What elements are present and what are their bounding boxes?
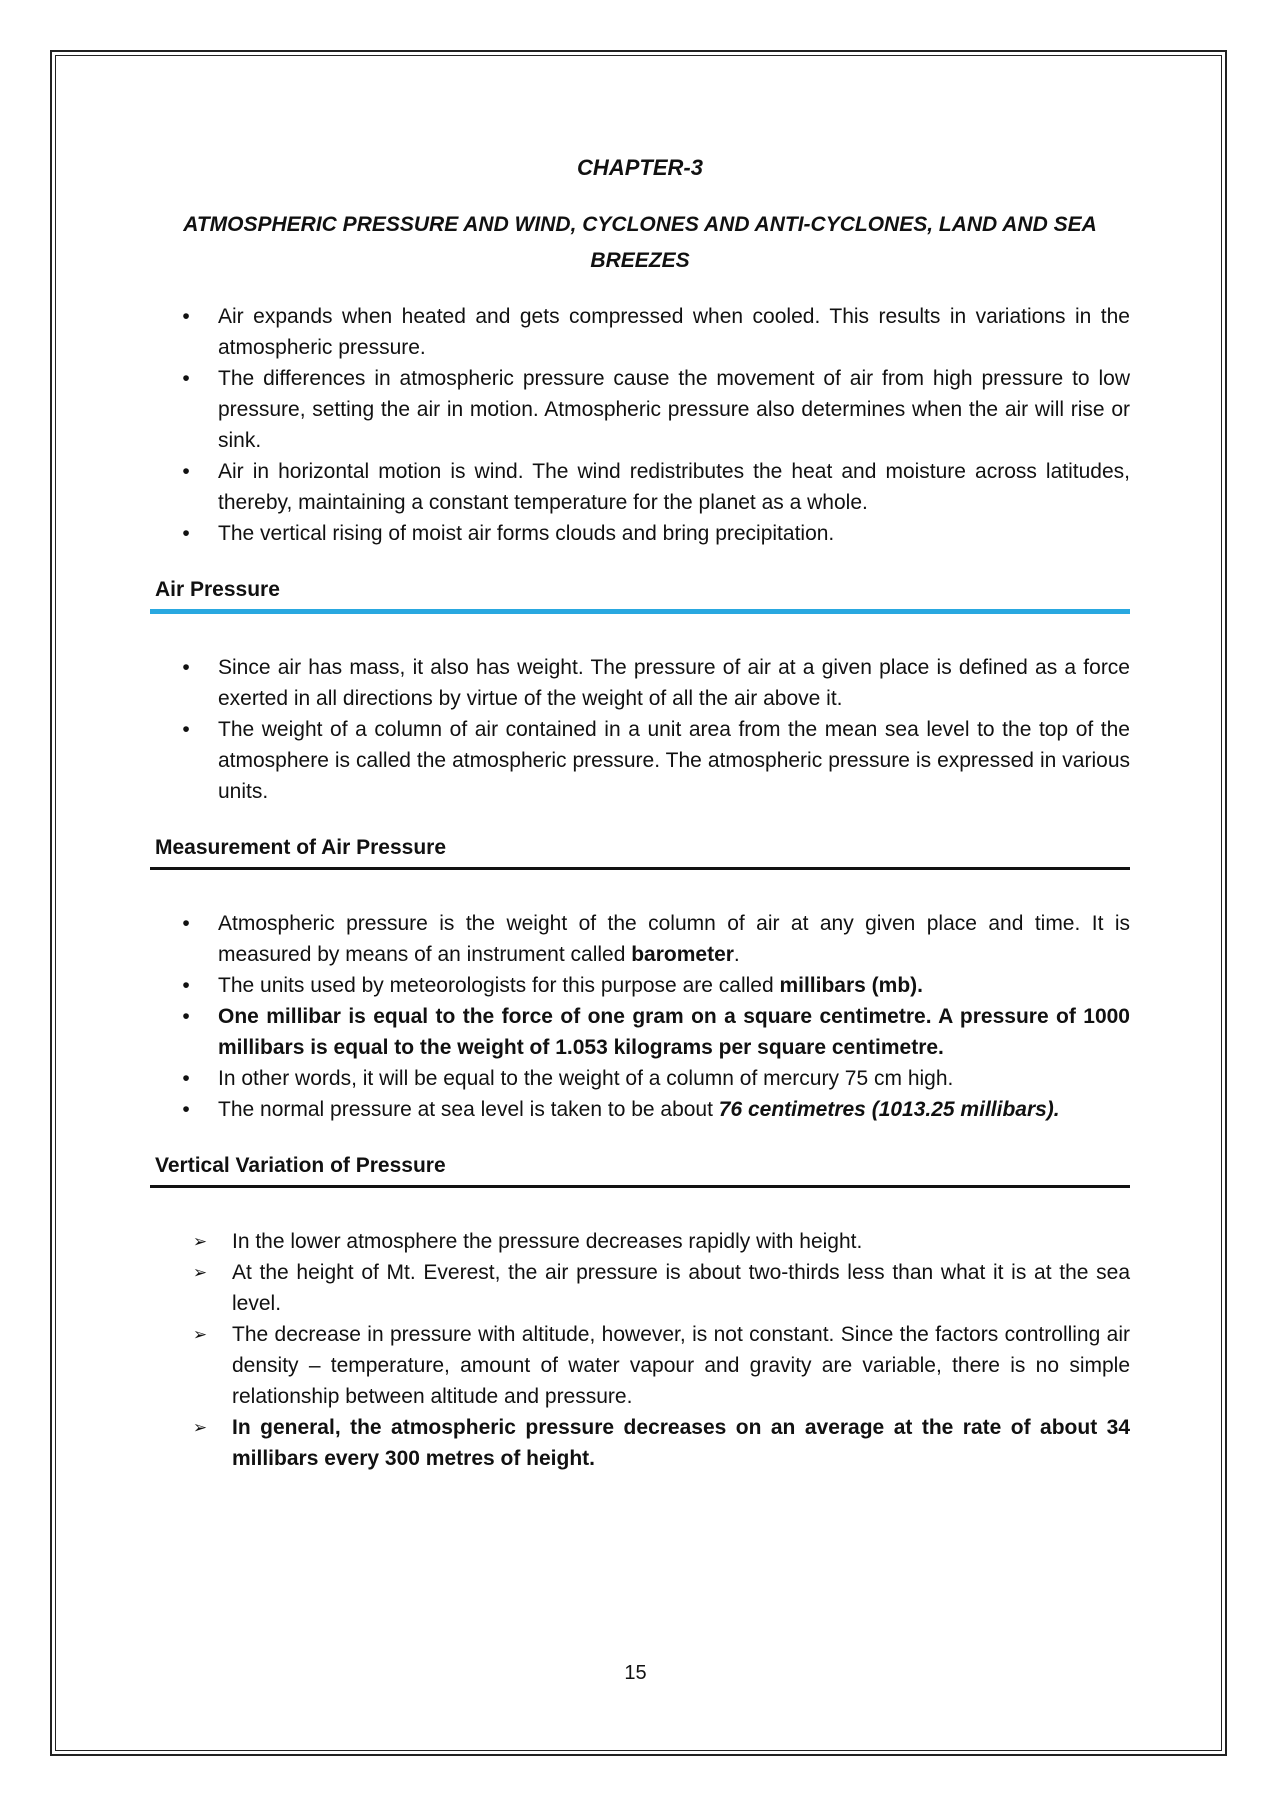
list-item: • The normal pressure at sea level is taken to be about 76 centimetres (1013.25 millibars). [218,1094,1130,1125]
bullet-icon: • [182,367,190,390]
arrow-bullet-icon: ➢ [192,1263,208,1282]
list-item: • The weight of a column of air contained in a unit area from the mean sea level to the top of the atmosphere is called the atmospheric pressure. The atmospheric pressure is expressed in various units. [218,714,1130,807]
list-item: • Air in horizontal motion is wind. The wind redistributes the heat and moisture across latitudes, thereby, maintaining a constant temperature for the planet as a whole. [218,456,1130,518]
vertical-variation-list [150,1226,1130,1474]
arrow-bullet-icon: ➢ [192,1232,208,1251]
list-item: • One millibar is equal to the force of one gram on a square centimetre. A pressure of 1000 millibars is equal to the weight of 1.053 kilograms per square centimetre. [218,1001,1130,1063]
bullet-icon: • [182,718,190,741]
bullet-icon: • [182,1098,190,1121]
list-item: • The units used by meteorologists for this purpose are called millibars (mb). [218,970,1130,1001]
section-heading: Vertical Variation of Pressure [155,1154,446,1177]
bullet-icon: • [182,912,190,935]
heading-divider [150,1185,1130,1188]
list-item: • Atmospheric pressure is the weight of the column of air at any given place and time. It is measured by means of an instrument called barometer. [218,908,1130,970]
section-air-pressure [150,575,1130,807]
bullet-icon: • [182,974,190,997]
bullet-icon: • [182,460,190,483]
bullet-icon: • [182,656,190,679]
arrow-bullet-icon: ➢ [192,1418,208,1437]
bullet-icon: • [182,1067,190,1090]
list-item: • The differences in atmospheric pressure cause the movement of air from high pressure to low pressure, setting the air in motion. Atmospheric pressure also determines when the air will rise or sink. [218,363,1130,456]
list-item: ➢ In general, the atmospheric pressure decreases on an average at the rate of about 34 millibars every 300 metres of height. [232,1412,1130,1474]
list-item: ➢ In the lower atmosphere the pressure decreases rapidly with height. [232,1226,1130,1257]
list-item: ➢ The decrease in pressure with altitude, however, is not constant. Since the factors controlling air density – temperature, amount of water vapour and gravity are variable, there is no simple relationship between altitude and pressure. [232,1319,1130,1412]
chapter-title: ATMOSPHERIC PRESSURE AND WIND, CYCLONES AND ANTI-CYCLONES, LAND AND SEA BREEZES [183,213,1097,272]
list-item: ➢ At the height of Mt. Everest, the air pressure is about two-thirds less than what it is at the sea level. [232,1257,1130,1319]
heading-divider [150,867,1130,870]
section-heading: Measurement of Air Pressure [155,836,446,859]
arrow-bullet-icon: ➢ [192,1325,208,1344]
measurement-list [150,908,1130,1125]
chapter-label: CHAPTER-3 [577,155,703,180]
page-number: 15 [624,1662,647,1684]
list-item: • The vertical rising of moist air forms clouds and bring precipitation. [218,518,1130,549]
list-item: • In other words, it will be equal to the weight of a column of mercury 75 cm high. [218,1063,1130,1094]
section-heading: Air Pressure [155,578,280,601]
section-vertical-variation [150,1151,1130,1474]
list-item: • Since air has mass, it also has weight. The pressure of air at a given place is defined as a force exerted in all directions by virtue of the weight of all the air above it. [218,652,1130,714]
bullet-icon: • [182,305,190,328]
list-item: • Air expands when heated and gets compressed when cooled. This results in variations in the atmospheric pressure. [218,301,1130,363]
bullet-icon: • [182,1005,190,1028]
bullet-icon: • [182,522,190,545]
page-content [150,155,1130,1474]
intro-list [150,301,1130,549]
heading-divider [150,609,1130,614]
section-measurement [150,833,1130,1125]
air-pressure-list [150,652,1130,807]
